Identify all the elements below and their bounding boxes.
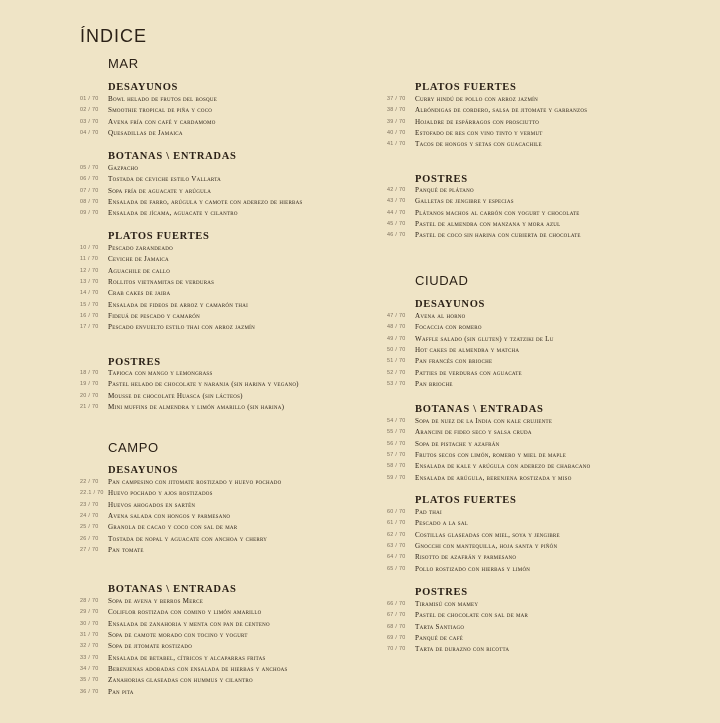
recipe-number: 49 / 70 [387,335,406,342]
campo-postres-heading: POSTRES [415,174,468,185]
recipe-name: Avena al horno [415,312,466,320]
recipe-entry [80,163,303,174]
recipe-number: 03 / 70 [80,118,99,125]
recipe-number: 46 / 70 [387,232,406,239]
recipe-name: Avena salada con hongos y parmesano [108,512,231,521]
recipe-number: 20 / 70 [80,392,99,399]
recipe-number: 02 / 70 [80,107,99,114]
recipe-entry [80,500,281,511]
recipe-name: Panqué de plátano [415,186,474,194]
recipe-entry [80,619,288,630]
recipe-number: 25 / 70 [80,524,99,531]
recipe-number: 19 / 70 [80,381,99,388]
recipe-entry [387,94,587,105]
recipe-name: Granola de cacao y coco con sal de mar [108,523,238,532]
campo-postres-list [387,185,581,242]
recipe-entry [387,208,581,219]
recipe-number: 50 / 70 [387,347,406,354]
recipe-name: Sopa de nuez de la India con kale crujiente [415,417,553,425]
recipe-name: Aguachile de callo [108,266,171,275]
recipe-name: Pastel de coco sin harina con cubierta de chocolate [415,231,581,240]
recipe-entry [387,461,590,472]
recipe-entry [80,391,299,402]
recipe-number: 14 / 70 [80,290,99,297]
recipe-entry [80,534,281,545]
recipe-name: Pan francés con brioche [415,357,493,366]
recipe-number: 01 / 70 [80,96,99,102]
recipe-number: 30 / 70 [80,620,99,627]
recipe-number: 16 / 70 [80,313,99,320]
recipe-entry [387,633,528,644]
recipe-name: Tapioca con mango y lemongrass [108,369,213,377]
recipe-number: 31 / 70 [80,632,99,639]
recipe-number: 66 / 70 [387,601,406,607]
recipe-name: Pastel de chocolate con sal de mar [415,611,529,620]
section-campo-title: CAMPO [108,440,159,455]
recipe-entry [387,644,528,655]
recipe-entry [80,687,288,698]
ciudad-botanas-heading: BOTANAS \ ENTRADAS [415,404,544,415]
recipe-entry [80,368,299,379]
recipe-entry [387,379,554,390]
recipe-number: 38 / 70 [387,107,406,114]
recipe-entry [387,334,554,345]
recipe-name: Ensalada de jícama, aguacate y cilantro [108,209,238,218]
recipe-name: Ensalada de fideos de arroz y camarón thai [108,300,249,309]
recipe-entry [387,322,554,333]
recipe-number: 28 / 70 [80,598,99,604]
campo-botanas-list [80,596,288,698]
recipe-name: Sopa fría de aguacate y arúgula [108,186,212,195]
recipe-number: 22.1 / 70 [80,490,104,497]
recipe-entry [80,664,288,675]
recipe-name: Pan tomate [108,546,144,555]
mar-postres-list [80,368,299,413]
recipe-entry [387,552,560,563]
recipe-entry [387,564,560,575]
recipe-entry [80,607,288,618]
recipe-name: Tostada de ceviche estilo Vallarta [108,175,221,184]
recipe-number: 58 / 70 [387,463,406,470]
recipe-number: 10 / 70 [80,245,99,251]
ciudad-botanas-list [387,416,590,484]
recipe-entry [80,128,217,139]
recipe-number: 55 / 70 [387,429,406,436]
recipe-entry [80,208,303,219]
recipe-name: Berenjenas adobadas con ensalada de hierbas y anchoas [108,665,288,674]
recipe-entry [387,356,554,367]
recipe-number: 62 / 70 [387,531,406,538]
ciudad-fuertes-list [387,507,560,575]
recipe-entry [387,427,590,438]
recipe-number: 56 / 70 [387,440,406,447]
recipe-entry [387,219,581,230]
recipe-name: Curry hindú de pollo con arroz jazmín [415,95,538,103]
recipe-entry [387,450,590,461]
recipe-number: 57 / 70 [387,452,406,459]
ciudad-desayunos-heading: DESAYUNOS [415,299,486,310]
recipe-name: Ensalada de betabel, cítricos y alcaparras fritas [108,653,266,662]
recipe-number: 68 / 70 [387,623,406,630]
recipe-number: 27 / 70 [80,547,99,554]
recipe-name: Ceviche de Jamaica [108,255,169,264]
mar-postres-heading: POSTRES [108,357,161,368]
recipe-entry [80,117,217,128]
recipe-number: 26 / 70 [80,535,99,542]
recipe-name: Arancini de fideo seco y salsa cruda [415,428,532,437]
recipe-entry [387,599,528,610]
recipe-number: 17 / 70 [80,324,99,331]
recipe-number: 08 / 70 [80,199,99,206]
recipe-name: Plátanos machos al carbón con yogurt y chocolate [415,208,580,217]
recipe-entry [387,622,528,633]
recipe-number: 63 / 70 [387,543,406,550]
recipe-name: Tacos de hongos y setas con guacachile [415,140,542,149]
mar-desayunos-list [80,94,217,139]
recipe-number: 54 / 70 [387,418,406,424]
recipe-entry [80,653,288,664]
recipe-entry [80,105,217,116]
recipe-entry [80,402,299,413]
recipe-name: Costillas glaseadas con miel, soya y jengibre [415,530,560,539]
recipe-entry [387,610,528,621]
recipe-number: 41 / 70 [387,141,406,148]
recipe-number: 29 / 70 [80,609,99,616]
campo-desayunos-list [80,477,281,556]
recipe-number: 45 / 70 [387,221,406,228]
mar-fuertes-heading: PLATOS FUERTES [108,231,210,242]
recipe-name: Tostada de nopal y aguacate con anchoa y cherry [108,534,268,543]
recipe-entry [80,511,281,522]
recipe-entry [387,117,587,128]
recipe-entry [80,488,281,499]
recipe-name: Huevos ahogados en sartén [108,500,196,509]
recipe-name: Coliflor rostizada con comino y limón amarillo [108,608,262,617]
recipe-name: Albóndigas de cordero, salsa de jitomate y garbanzos [415,106,588,115]
recipe-name: Pollo rostizado con hierbas y limón [415,564,531,573]
recipe-entry [80,197,303,208]
recipe-number: 64 / 70 [387,554,406,561]
recipe-entry [80,254,255,265]
recipe-name: Crab cakes de jaiba [108,289,171,298]
recipe-entry [80,630,288,641]
recipe-entry [387,507,560,518]
recipe-number: 51 / 70 [387,358,406,365]
recipe-entry [80,288,255,299]
recipe-number: 12 / 70 [80,267,99,274]
mar-botanas-list [80,163,303,220]
recipe-number: 65 / 70 [387,565,406,572]
recipe-entry [80,186,303,197]
recipe-number: 42 / 70 [387,187,406,193]
recipe-name: Panqué de café [415,634,463,643]
recipe-name: Pescado envuelto estilo thai con arroz jazmín [108,323,255,332]
recipe-name: Patties de verduras con aguacate [415,368,522,377]
recipe-name: Ensalada de kale y arúgula con aderezo de chabacano [415,462,591,471]
recipe-name: Pescado a la sal [415,519,468,528]
recipe-number: 05 / 70 [80,165,99,171]
recipe-number: 18 / 70 [80,370,99,376]
recipe-entry [80,311,255,322]
recipe-number: 32 / 70 [80,643,99,650]
recipe-number: 48 / 70 [387,324,406,331]
recipe-number: 59 / 70 [387,474,406,481]
recipe-entry [387,541,560,552]
recipe-name: Pastel de almendra con manzana y mora azul [415,220,561,229]
recipe-number: 37 / 70 [387,96,406,102]
recipe-entry [387,416,590,427]
recipe-name: Ensalada de farro, arúgula y camote con aderezo de hierbas [108,198,303,207]
recipe-entry [387,128,587,139]
recipe-number: 70 / 70 [387,646,406,653]
recipe-name: Pescado zarandeado [108,244,173,252]
recipe-number: 35 / 70 [80,677,99,684]
recipe-entry [80,596,288,607]
recipe-entry [387,473,590,484]
recipe-entry [387,439,590,450]
campo-fuertes-list [387,94,587,151]
recipe-number: 34 / 70 [80,666,99,673]
campo-fuertes-heading: PLATOS FUERTES [415,82,517,93]
recipe-name: Hojaldre de espárragos con prosciutto [415,117,540,126]
recipe-name: Gnocchi con mantequilla, hoja santa y piñón [415,542,558,551]
recipe-name: Zanahorias glaseadas con hummus y cilantro [108,676,253,685]
recipe-entry [80,277,255,288]
recipe-name: Gazpacho [108,164,139,172]
recipe-name: Pastel helado de chocolate y naranja (sin harina y vegano) [108,380,299,389]
recipe-entry [387,368,554,379]
recipe-name: Risotto de azafrán y parmesano [415,553,517,562]
recipe-entry [80,322,255,333]
recipe-number: 60 / 70 [387,509,406,515]
recipe-name: Mini muffins de almendra y limón amarillo (sin harina) [108,403,285,412]
page-title: ÍNDICE [80,26,148,46]
recipe-name: Ensalada de arúgula, berenjena rostizada y miso [415,473,572,482]
recipe-name: Tarta de durazno con ricotta [415,645,510,654]
ciudad-desayunos-list [387,311,554,390]
ciudad-postres-list [387,599,528,656]
recipe-name: Galletas de jengibre y especias [415,197,514,206]
recipe-name: Quesadillas de Jamaica [108,129,183,138]
recipe-entry [387,530,560,541]
recipe-name: Estofado de res con vino tinto y vermut [415,129,543,138]
recipe-entry [80,174,303,185]
recipe-number: 15 / 70 [80,301,99,308]
recipe-entry [387,139,587,150]
recipe-number: 53 / 70 [387,381,406,388]
recipe-name: Hot cakes de almendra y matcha [415,346,520,355]
recipe-entry [387,185,581,196]
ciudad-postres-heading: POSTRES [415,587,468,598]
mar-desayunos-heading: DESAYUNOS [108,82,179,93]
recipe-entry [80,545,281,556]
recipe-number: 36 / 70 [80,688,99,695]
recipe-number: 06 / 70 [80,176,99,183]
recipe-number: 69 / 70 [387,635,406,642]
recipe-name: Pan brioche [415,380,453,389]
recipe-number: 04 / 70 [80,130,99,137]
recipe-name: Tarta Santiago [415,622,465,631]
section-mar-title: MAR [108,56,139,71]
recipe-name: Sopa de pistache y azafrán [415,439,500,448]
recipe-name: Bowl helado de frutos del bosque [108,95,218,103]
recipe-entry [387,105,587,116]
recipe-name: Pan pita [108,687,134,696]
recipe-number: 24 / 70 [80,513,99,520]
recipe-entry [80,522,281,533]
recipe-number: 52 / 70 [387,369,406,376]
recipe-entry [80,266,255,277]
recipe-name: Mousse de chocolate Huasca (sin lácteos) [108,391,243,400]
recipe-number: 13 / 70 [80,279,99,286]
recipe-number: 22 / 70 [80,479,99,485]
recipe-name: Smoothie tropical de piña y coco [108,106,213,115]
recipe-name: Sopa de avena y berros Merce [108,597,204,605]
recipe-entry [80,641,288,652]
recipe-entry [80,675,288,686]
recipe-entry [80,300,255,311]
ciudad-fuertes-heading: PLATOS FUERTES [415,495,517,506]
recipe-number: 61 / 70 [387,520,406,527]
recipe-entry [80,243,255,254]
recipe-name: Focaccia con romero [415,323,482,332]
recipe-entry [80,94,217,105]
recipe-name: Sopa de camote morado con tocino y yogurt [108,631,248,640]
recipe-number: 33 / 70 [80,654,99,661]
recipe-name: Avena fría con café y cardamomo [108,117,216,126]
recipe-name: Fideuá de pescado y camarón [108,312,200,321]
recipe-name: Ensalada de zanahoria y menta con pan de centeno [108,619,270,628]
mar-botanas-heading: BOTANAS \ ENTRADAS [108,151,237,162]
recipe-number: 23 / 70 [80,501,99,508]
recipe-number: 21 / 70 [80,404,99,411]
recipe-entry [387,345,554,356]
recipe-entry [80,379,299,390]
recipe-number: 43 / 70 [387,198,406,205]
campo-desayunos-heading: DESAYUNOS [108,465,179,476]
recipe-entry [80,477,281,488]
recipe-name: Sopa de jitomate rostizado [108,642,193,651]
recipe-name: Waffle salado (sin gluten) y tzatziki de Lu [415,334,554,343]
recipe-name: Pad thai [415,508,442,516]
recipe-number: 67 / 70 [387,612,406,619]
recipe-number: 11 / 70 [80,256,99,263]
recipe-number: 47 / 70 [387,313,406,319]
mar-fuertes-list [80,243,255,334]
recipe-number: 44 / 70 [387,209,406,216]
campo-botanas-heading: BOTANAS \ ENTRADAS [108,584,237,595]
recipe-name: Rollitos vietnamitas de verduras [108,278,215,287]
recipe-name: Huevo pochado y ajos rostizados [108,489,213,498]
recipe-name: Pan campesino con jitomate rostizado y huevo pochado [108,478,282,486]
recipe-entry [387,518,560,529]
recipe-number: 07 / 70 [80,187,99,194]
recipe-entry [387,230,581,241]
recipe-name: Tiramisú con mamey [415,600,479,608]
recipe-name: Frutos secos con limón, romero y miel de maple [415,451,567,460]
recipe-number: 09 / 70 [80,210,99,217]
section-ciudad-title: CIUDAD [415,273,469,288]
recipe-entry [387,311,554,322]
recipe-number: 39 / 70 [387,118,406,125]
recipe-number: 40 / 70 [387,130,406,137]
recipe-entry [387,196,581,207]
